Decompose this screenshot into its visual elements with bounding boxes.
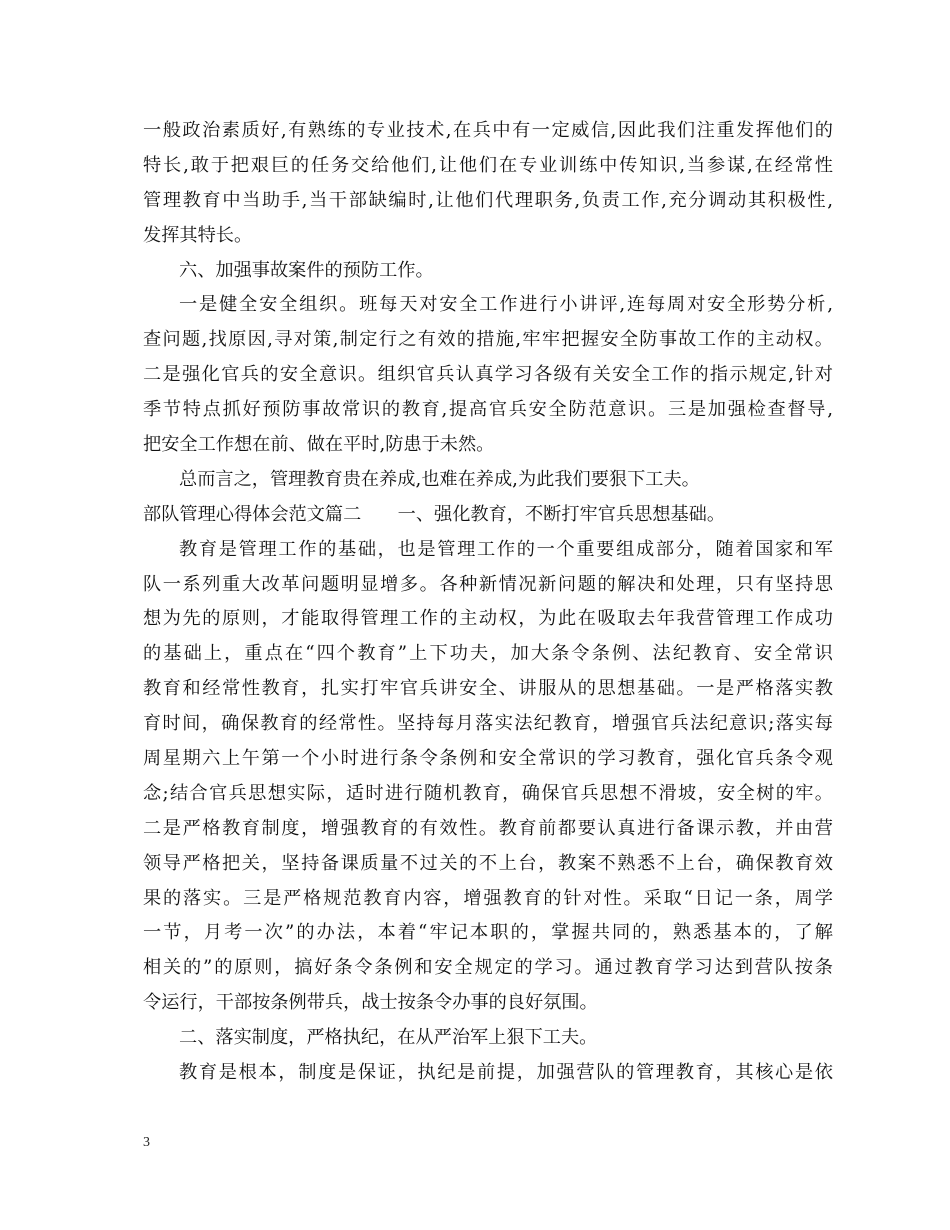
text-line: 一节，月考一次”的办法，本着“牢记本职的，掌握共同的，熟悉基本的，了解 xyxy=(143,922,833,944)
text-line: 六、加强事故案件的预防工作。 xyxy=(179,259,434,281)
text-line: 二是强化官兵的安全意识。组织官兵认真学习各级有关安全工作的指示规定,针对 xyxy=(143,364,833,386)
text-line: 队一系列重大改革问题明显增多。各种新情况新问题的解决和处理，只有坚持思 xyxy=(143,573,833,595)
text-line: 相关的”的原则，搞好条令条例和安全规定的学习。通过教育学习达到营队按条 xyxy=(143,957,833,979)
text-line: 发挥其特长。 xyxy=(143,224,253,246)
text-line: 育时间，确保教育的经常性。坚持每月落实法纪教育，增强官兵法纪意识;落实每 xyxy=(143,713,833,735)
text-line: 二是严格教育制度，增强教育的有效性。教育前都要认真进行备课示教，并由营 xyxy=(143,817,833,839)
text-line: 教育是根本，制度是保证，执纪是前提，加强营队的管理教育，其核心是依 xyxy=(179,1062,833,1084)
text-line: 周星期六上午第一个小时进行条令条例和安全常识的学习教育，强化官兵条令观 xyxy=(143,748,833,770)
text-line: 管理教育中当助手,当干部缺编时,让他们代理职务,负责工作,充分调动其积极性, xyxy=(143,189,833,211)
text-line: 想为先的原则，才能取得管理工作的主动权，为此在吸取去年我营管理工作成功 xyxy=(143,608,833,630)
text-line: 教育和经常性教育，扎实打牢官兵讲安全、讲服从的思想基础。一是严格落实教 xyxy=(143,678,833,700)
text-line: 总而言之，管理教育贵在养成,也难在养成,为此我们要狠下工夫。 xyxy=(179,468,700,490)
page-number: 3 xyxy=(143,1135,150,1150)
text-line: 令运行，干部按条例带兵，战士按条令办事的良好氛围。 xyxy=(143,992,598,1014)
text-line: 一是健全安全组织。班每天对安全工作进行小讲评,连每周对安全形势分析, xyxy=(179,294,833,316)
text-line: 一般政治素质好,有熟练的专业技术,在兵中有一定威信,因此我们注重发挥他们的 xyxy=(143,120,833,141)
text-line: 念;结合官兵思想实际，适时进行随机教育，确保官兵思想不滑坡，安全树的牢。 xyxy=(143,782,833,804)
text-line: 教育是管理工作的基础，也是管理工作的一个重要组成部分，随着国家和军 xyxy=(179,538,833,560)
text-line: 的基础上，重点在“四个教育”上下功夫，加大条令条例、法纪教育、安全常识 xyxy=(143,643,833,665)
text-line: 果的落实。三是严格规范教育内容，增强教育的针对性。采取“日记一条，周学 xyxy=(143,887,833,909)
text-line: 部队管理心得体会范文篇二 一、强化教育，不断打牢官兵思想基础。 xyxy=(143,503,726,525)
text-line: 把安全工作想在前、做在平时,防患于未然。 xyxy=(143,434,495,456)
text-line: 特长,敢于把艰巨的任务交给他们,让他们在专业训练中传知识,当参谋,在经常性 xyxy=(143,154,833,176)
text-line: 领导严格把关，坚持备课质量不过关的不上台，教案不熟悉不上台，确保教育效 xyxy=(143,852,833,874)
body-text xyxy=(143,114,833,1091)
text-line: 二、落实制度，严格执纪，在从严治军上狠下工夫。 xyxy=(179,1027,598,1049)
text-line: 查问题,找原因,寻对策,制定行之有效的措施,牢牢把握安全防事故工作的主动权。 xyxy=(143,329,833,351)
text-line: 季节特点抓好预防事故常识的教育,提高官兵安全防范意识。三是加强检查督导, xyxy=(143,399,833,421)
